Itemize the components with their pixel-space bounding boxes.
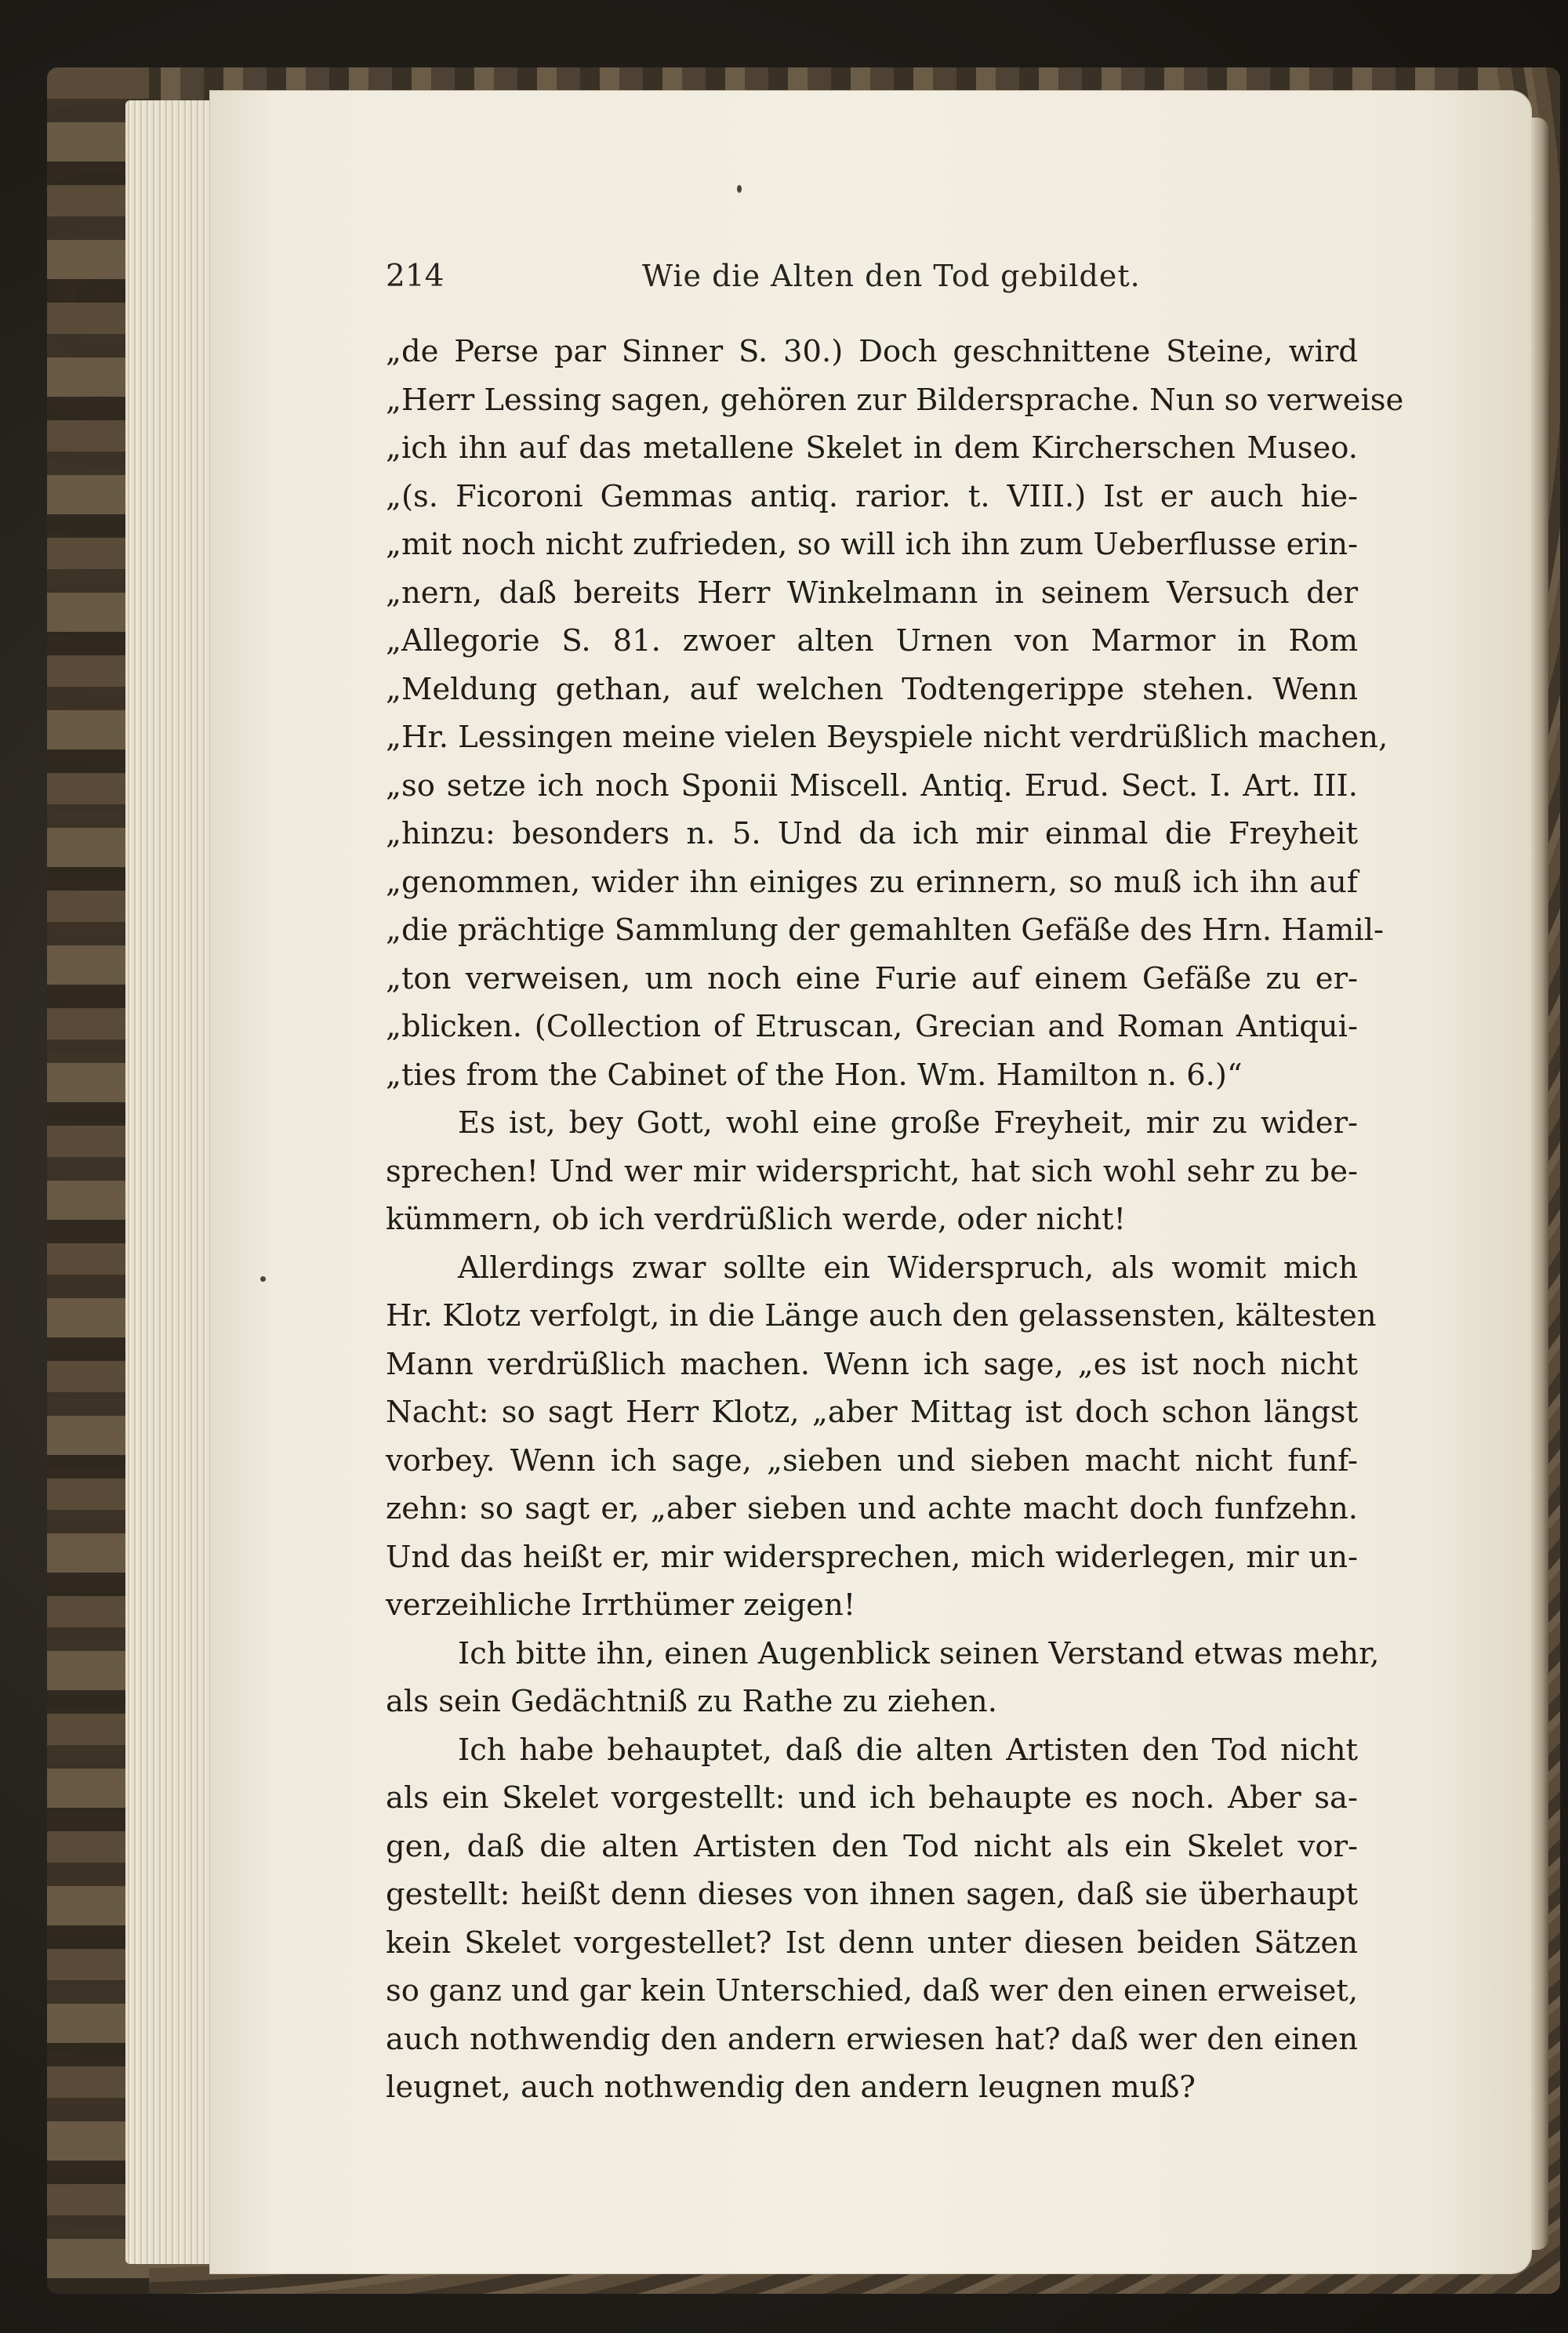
text-line: „ties from the Cabinet of the Hon. Wm. Hamilton n. 6.)“ bbox=[386, 1057, 1243, 1093]
text-line: „mit noch nicht zufrieden, so will ich ihn zum Ueberflusse erin- bbox=[386, 527, 1358, 562]
text-line: vorbey. Wenn ich sage, „sieben und sieben macht nicht funf- bbox=[386, 1442, 1358, 1479]
text-line: kein Skelet vorgestellet? Ist denn unter diesen beiden Sätzen bbox=[386, 1925, 1358, 1961]
paragraph-start: Ich habe behauptet, daß die alten Artisten den Tod nicht bbox=[458, 1732, 1358, 1768]
paragraph-start: Ich bitte ihn, einen Augenblick seinen Verstand etwas mehr, bbox=[458, 1635, 1380, 1671]
text-line: „Herr Lessing sagen, gehören zur Bildersprache. Nun so verweise bbox=[386, 382, 1404, 418]
text-line: „Meldung gethan, auf welchen Todtengerippe stehen. Wenn bbox=[386, 671, 1358, 707]
text-line: „de Perse par Sinner S. 30.) Doch geschnittene Steine, wird bbox=[386, 334, 1358, 369]
text-line: „nern, daß bereits Herr Winkelmann in seinem Versuch der bbox=[386, 575, 1358, 611]
text-line: auch nothwendig den andern erwiesen hat? daß wer den einen bbox=[386, 2021, 1358, 2057]
text-line: „ich ihn auf das metallene Skelet in dem Kircherschen Museo. bbox=[386, 430, 1358, 466]
text-line: „Allegorie S. 81. zwoer alten Urnen von Marmor in Rom bbox=[386, 623, 1358, 659]
text-line: gestellt: heißt denn dieses von ihnen sagen, daß sie überhaupt bbox=[386, 1877, 1358, 1912]
text-line: „ton verweisen, um noch eine Furie auf einem Gefäße zu er- bbox=[386, 960, 1358, 996]
body-text bbox=[386, 328, 1404, 2112]
text-line: so ganz und gar kein Unterschied, daß wer den einen erweiset, bbox=[386, 1973, 1359, 2008]
text-line: „die prächtige Sammlung der gemahlten Gefäße des Hrn. Hamil- bbox=[386, 913, 1385, 948]
page-stack-edges bbox=[125, 100, 220, 2264]
running-head bbox=[386, 259, 1170, 306]
text-line: zehn: so sagt er, „aber sieben und achte macht doch funfzehn. bbox=[386, 1491, 1358, 1526]
paragraph-start: Es ist, bey Gott, wohl eine große Freyheit, mir zu wider- bbox=[458, 1105, 1358, 1141]
ink-speck bbox=[260, 1276, 266, 1282]
text-line: „hinzu: besonders n. 5. Und da ich mir einmal die Freyheit bbox=[386, 816, 1358, 851]
text-line: kümmern, ob ich verdrüßlich werde, oder nicht! bbox=[386, 1202, 1127, 1237]
text-line: Und das heißt er, mir widersprechen, mich widerlegen, mir un- bbox=[386, 1539, 1358, 1575]
text-line: „genommen, wider ihn einiges zu erinnern, so muß ich ihn auf bbox=[386, 864, 1358, 900]
paragraph-start: Allerdings zwar sollte ein Widerspruch, als womit mich bbox=[458, 1250, 1358, 1286]
text-line: Hr. Klotz verfolgt, in die Länge auch den gelassensten, kältesten bbox=[386, 1298, 1377, 1333]
text-line: verzeihliche Irrthümer zeigen! bbox=[386, 1587, 856, 1623]
text-line: leugnet, auch nothwendig den andern leugnen muß? bbox=[386, 2070, 1196, 2105]
text-line: sprechen! Und wer mir widerspricht, hat sich wohl sehr zu be- bbox=[386, 1153, 1358, 1189]
ink-speck bbox=[737, 185, 742, 193]
text-line: als ein Skelet vorgestellt: und ich behaupte es noch. Aber sa- bbox=[386, 1780, 1358, 1816]
page-number: 214 bbox=[386, 259, 445, 294]
text-line: als sein Gedächtniß zu Rathe zu ziehen. bbox=[386, 1684, 997, 1719]
text-line: Mann verdrüßlich machen. Wenn ich sage, „es ist noch nicht bbox=[386, 1346, 1358, 1382]
page-right-edge bbox=[1531, 118, 1548, 2250]
running-title: Wie die Alten den Tod gebildet. bbox=[642, 259, 1141, 293]
text-line: „blicken. (Collection of Etruscan, Grecian and Roman Antiqui- bbox=[386, 1009, 1358, 1044]
text-line: „so setze ich noch Sponii Miscell. Antiq. Erud. Sect. I. Art. III. bbox=[386, 767, 1358, 804]
text-line: gen, daß die alten Artisten den Tod nicht als ein Skelet vor- bbox=[386, 1828, 1358, 1864]
text-line: „Hr. Lessingen meine vielen Beyspiele nicht verdrüßlich machen, bbox=[386, 720, 1388, 755]
text-line: Nacht: so sagt Herr Klotz, „aber Mittag ist doch schon längst bbox=[386, 1395, 1358, 1430]
text-line: „(s. Ficoroni Gemmas antiq. rarior. t. VIII.) Ist er auch hie- bbox=[386, 478, 1358, 514]
